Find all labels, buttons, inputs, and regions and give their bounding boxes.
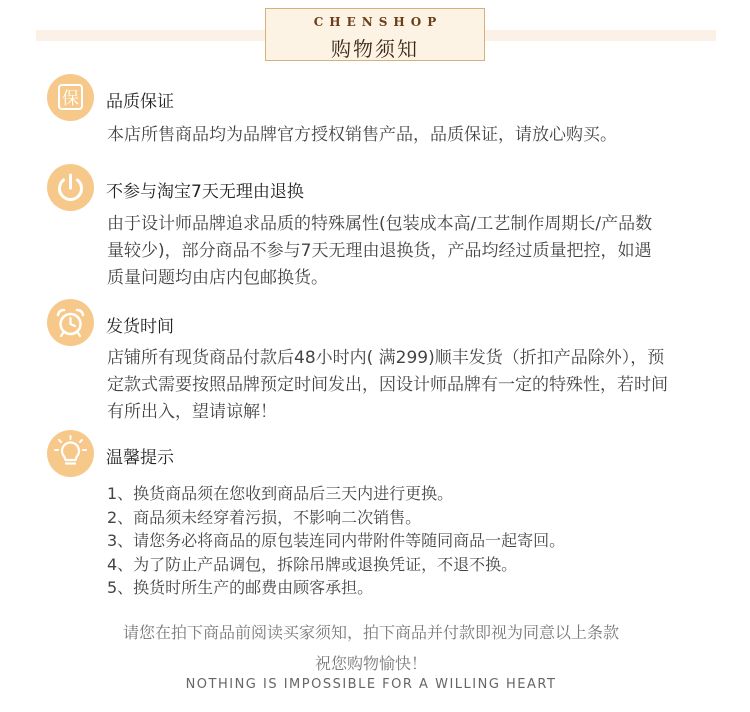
- paragraph-line: 有所出入，望请谅解！: [107, 402, 277, 422]
- section-body-shipping: [107, 345, 732, 426]
- tips-list: [107, 482, 565, 600]
- paragraph-line: 量较少)，部分商品不参与7天无理由退换货，产品均经过质量把控，如遇: [107, 241, 652, 261]
- list-item: 5、换货时所生产的邮费由顾客承担。: [107, 578, 374, 597]
- list-item: 1、换货商品须在您收到商品后三天内进行更换。: [107, 484, 454, 503]
- section-title-shipping: 发货时间: [106, 317, 174, 337]
- page-title: 购物须知: [331, 37, 419, 61]
- list-item: 2、商品须未经穿着污损，不影响二次销售。: [107, 507, 422, 527]
- lightbulb-icon: [47, 430, 94, 477]
- header-box: [265, 8, 485, 61]
- paragraph-line: 定款式需要按照品牌预定时间发出，因设计师品牌有一定的特殊性，若时间: [107, 375, 668, 395]
- list-item: 3、请您务必将商品的原包装连同内带附件等随同商品一起寄回。: [107, 531, 566, 550]
- bao-icon: [47, 74, 94, 121]
- footer-greeting: 祝您购物愉快！: [314, 654, 427, 673]
- footer-notice: 请您在拍下商品前阅读买家须知，拍下商品并付款即视为同意以上条款: [122, 623, 619, 642]
- paragraph-line: 质量问题均由店内包邮换货。: [107, 268, 328, 288]
- power-icon: [47, 164, 94, 211]
- brand-name: CHENSHOP: [313, 15, 443, 29]
- section-body-quality: [107, 122, 732, 149]
- alarm-clock-icon: [47, 299, 94, 346]
- section-title-tips: 温馨提示: [106, 448, 174, 468]
- bao-icon-glyph: 保: [62, 89, 79, 109]
- list-item: 4、为了防止产品调包，拆除吊牌或退换凭证，不退不换。: [107, 554, 518, 574]
- footer-slogan: NOTHING IS IMPOSSIBLE FOR A WILLING HEART: [185, 677, 557, 692]
- section-title-quality: 品质保证: [106, 92, 174, 112]
- paragraph-line: 店铺所有现货商品付款后48小时内( 满299)顺丰发货（折扣产品除外），预: [107, 348, 665, 368]
- paragraph-line: 由于设计师品牌追求品质的特殊属性(包装成本高/工艺制作周期长/产品数: [107, 214, 653, 234]
- section-body-return-policy: [107, 211, 732, 292]
- section-title-return-policy: 不参与淘宝7天无理由退换: [106, 182, 304, 202]
- paragraph-line: 本店所售商品均为品牌官方授权销售产品，品质保证，请放心购买。: [107, 125, 617, 145]
